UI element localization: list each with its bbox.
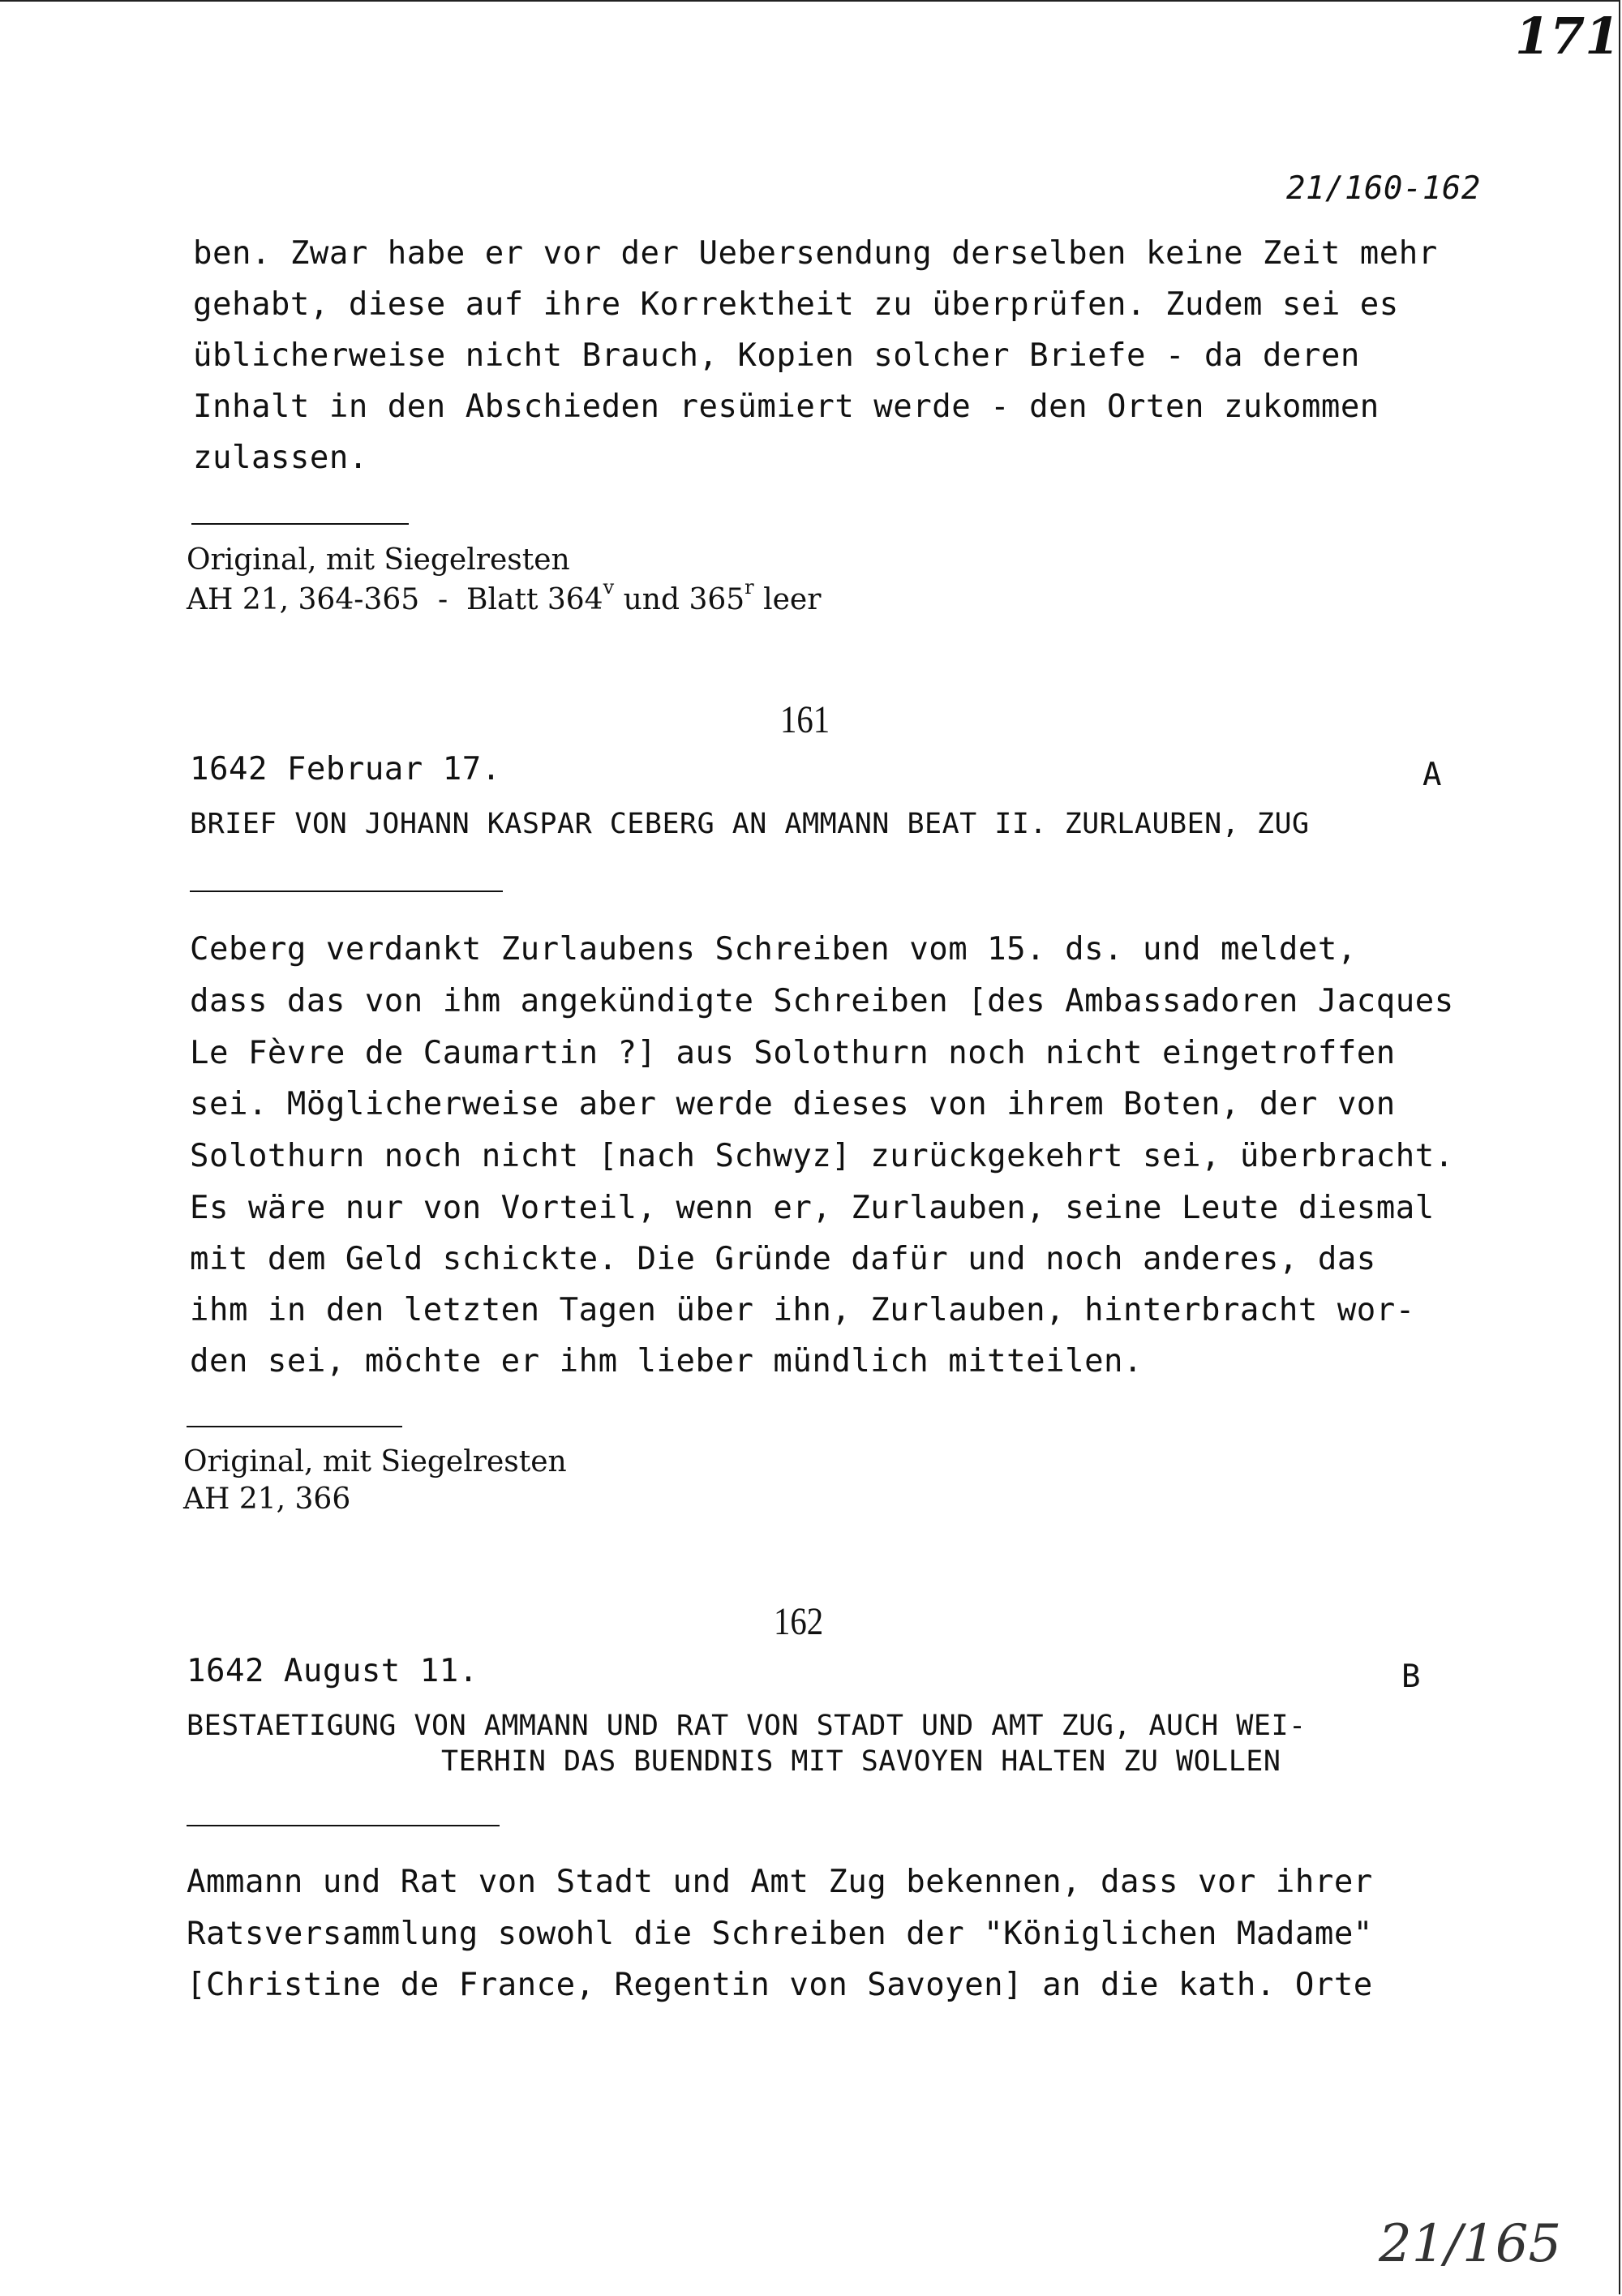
entry-date: 1642 August 11.	[187, 1653, 478, 1689]
handwritten-page-number: 171	[1515, 6, 1620, 66]
paragraph-line: mit dem Geld schickte. Die Gründe dafür und noch anderes, das	[190, 1241, 1376, 1277]
reference-number: 21/160-162	[1286, 170, 1481, 207]
paragraph-line: den sei, möchte er ihm lieber mündlich mitteilen.	[190, 1343, 1144, 1380]
divider-rule	[190, 891, 503, 892]
entry-title: TERHIN DAS BUENDNIS MIT SAVOYEN HALTEN ZU WOLLEN	[441, 1745, 1281, 1778]
paragraph-line: zulassen.	[193, 440, 368, 476]
paragraph-line: Es wäre nur von Vorteil, wenn er, Zurlauben, seine Leute diesmal	[190, 1190, 1435, 1226]
entry-number: 161	[780, 698, 830, 741]
source-line: AH 21, 364-365 - Blatt 364$^v$ und 365$^r$ leer	[187, 576, 822, 616]
paragraph-line: Solothurn noch nicht [nach Schwyz] zurückgekehrt sei, überbracht.	[190, 1138, 1454, 1174]
divider-rule	[187, 1825, 500, 1826]
paragraph-line: Inhalt in den Abschieden resümiert werde - den Orten zukommen	[193, 388, 1380, 425]
entry-title: BESTAETIGUNG VON AMMANN UND RAT VON STADT UND AMT ZUG, AUCH WEI-	[187, 1710, 1307, 1742]
divider-rule	[187, 1426, 402, 1427]
paragraph-line: Ammann und Rat von Stadt und Amt Zug bekennen, dass vor ihrer	[187, 1864, 1373, 1900]
entry-number: 162	[774, 1600, 824, 1643]
source-line: Original, mit Siegelresten	[187, 543, 570, 577]
entry-marker: B	[1401, 1659, 1421, 1695]
entry-marker: A	[1422, 757, 1442, 793]
paragraph-line: Ceberg verdankt Zurlaubens Schreiben vom 15. ds. und meldet,	[190, 931, 1357, 968]
paragraph-line: üblicherweise nicht Brauch, Kopien solcher Briefe - da deren	[193, 337, 1360, 374]
paragraph-line: Ratsversammlung sowohl die Schreiben der "Königlichen Madame"	[187, 1916, 1373, 1952]
paragraph-line: Le Fèvre de Caumartin ?] aus Solothurn noch nicht eingetroffen	[190, 1035, 1396, 1071]
paragraph-line: ben. Zwar habe er vor der Uebersendung derselben keine Zeit mehr	[193, 235, 1438, 272]
paragraph-line: gehabt, diese auf ihre Korrektheit zu überprüfen. Zudem sei es	[193, 286, 1399, 323]
paragraph-line: dass das von ihm angekündigte Schreiben [des Ambassadoren Jacques	[190, 983, 1454, 1019]
handwritten-footer-number: 21/165	[1379, 2214, 1562, 2274]
entry-date: 1642 Februar 17.	[190, 751, 501, 788]
paragraph-line: ihm in den letzten Tagen über ihn, Zurlauben, hinterbracht wor-	[190, 1292, 1415, 1328]
source-line: AH 21, 366	[183, 1483, 351, 1516]
paragraph-line: [Christine de France, Regentin von Savoyen] an die kath. Orte	[187, 1967, 1373, 2003]
paragraph-line: sei. Möglicherweise aber werde dieses von ihrem Boten, der von	[190, 1086, 1396, 1122]
entry-title: BRIEF VON JOHANN KASPAR CEBERG AN AMMANN BEAT II. ZURLAUBEN, ZUG	[190, 808, 1310, 840]
divider-rule	[191, 523, 409, 525]
source-line: Original, mit Siegelresten	[183, 1445, 567, 1478]
